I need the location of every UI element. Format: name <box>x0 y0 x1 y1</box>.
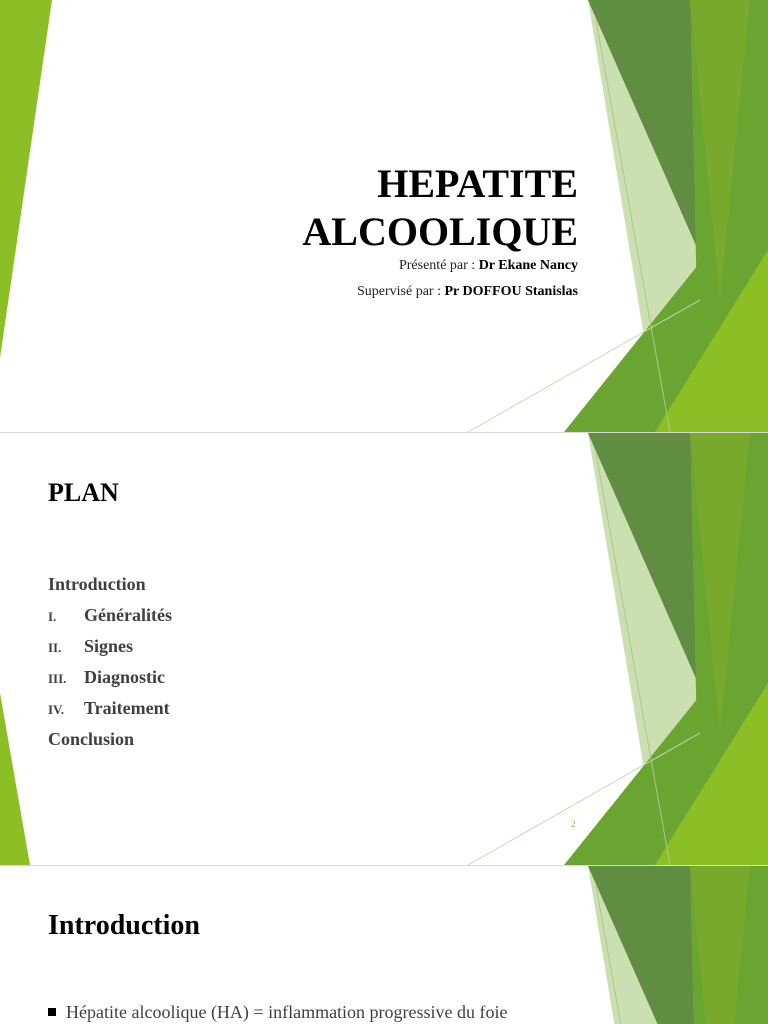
plan-item <box>48 573 172 604</box>
title-line-1: HEPATITE <box>377 161 578 206</box>
plan-item-label: Généralités <box>84 605 172 625</box>
plan-item-label: Introduction <box>48 574 146 594</box>
slide-introduction <box>0 866 768 1024</box>
presenter-line <box>399 258 578 274</box>
plan-item-label: Signes <box>84 636 134 656</box>
square-bullet-icon <box>48 1008 56 1016</box>
slide-title: Introduction <box>48 910 200 941</box>
plan-item-number: II. <box>48 640 62 655</box>
supervisor-name: Pr DOFFOU Stanislas <box>444 284 578 299</box>
supervisor-label: Supervisé par : <box>356 284 445 299</box>
plan-item <box>48 697 172 728</box>
slide-plan <box>0 433 768 865</box>
plan-item <box>48 728 172 759</box>
bullet-item <box>48 1002 508 1023</box>
plan-item-number: IV. <box>48 702 65 717</box>
bullet-text: Hépatite alcoolique (HA) = inflammation progressive du foie <box>66 1002 508 1022</box>
plan-item-label: Conclusion <box>48 729 135 749</box>
green-facet-decoration <box>0 866 768 1024</box>
plan-item-label: Traitement <box>84 698 170 718</box>
title-line-2: ALCOOLIQUE <box>302 209 578 254</box>
presentation-title <box>302 160 578 256</box>
plan-list <box>48 573 172 759</box>
plan-item <box>48 604 172 635</box>
supervisor-line <box>357 284 578 300</box>
page-number: 2 <box>571 819 576 829</box>
slide-title <box>0 0 768 432</box>
slide-title: PLAN <box>48 478 119 507</box>
plan-item-number: III. <box>48 671 67 686</box>
plan-item-label: Diagnostic <box>84 667 165 687</box>
presenter-label: Présenté par : <box>398 258 479 273</box>
presenter-name: Dr Ekane Nancy <box>478 258 578 273</box>
plan-item-number: I. <box>48 609 57 624</box>
plan-item <box>48 666 172 697</box>
plan-item <box>48 635 172 666</box>
